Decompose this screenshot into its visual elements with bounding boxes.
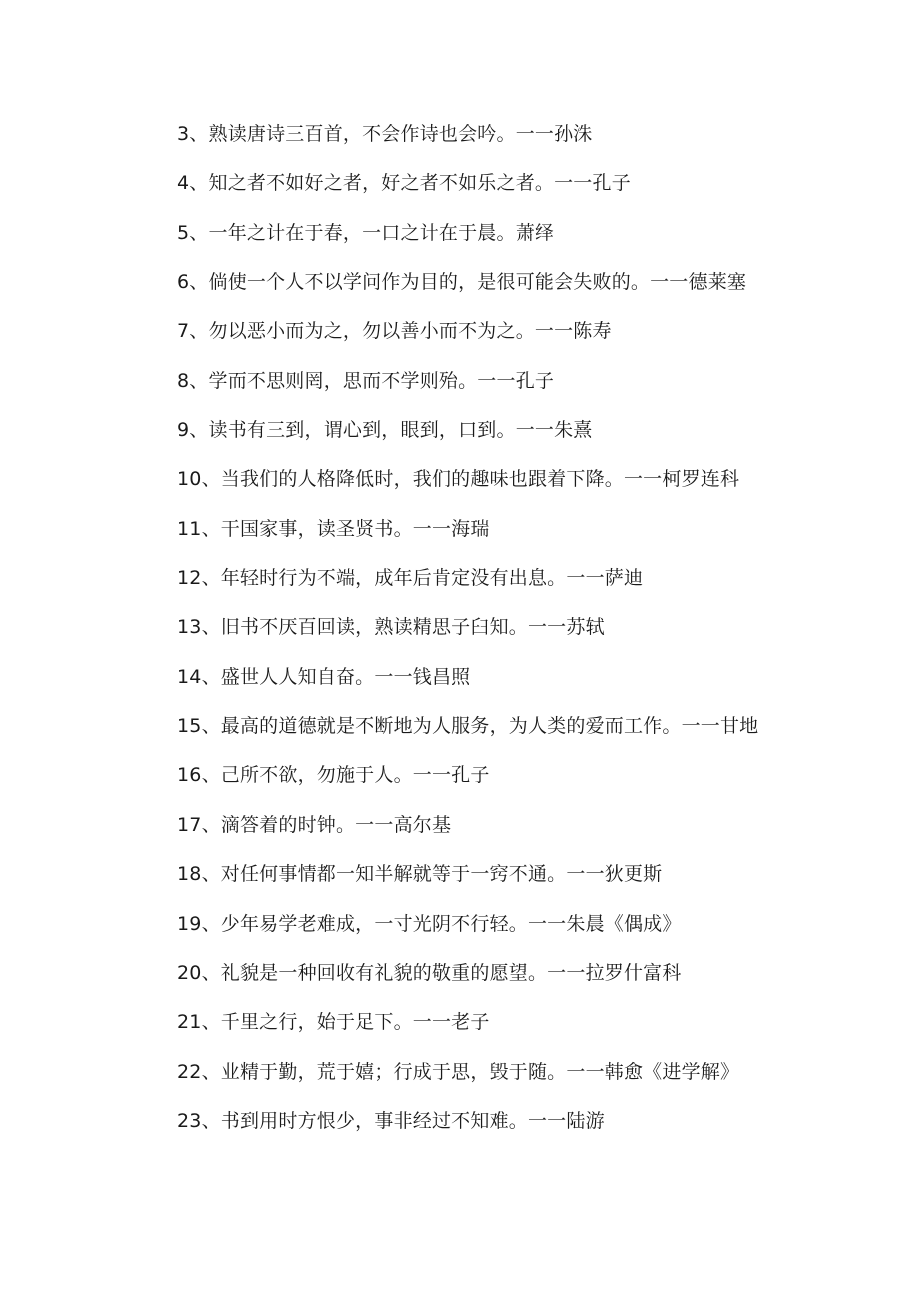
quote-line-12: 12、年轻时行为不端，成年后肯定没有出息。一一萨迪 [177, 567, 644, 590]
quote-list [177, 117, 758, 1153]
quote-line-10: 10、当我们的人格降低时，我们的趣味也跟着下降。一一柯罗连科 [177, 468, 740, 491]
quote-line-19: 19、少年易学老难成，一寸光阴不行轻。一一朱晨《偶成》 [177, 912, 682, 935]
quote-line-14: 14、盛世人人知自奋。一一钱昌照 [177, 665, 471, 688]
quote-line-4: 4、知之者不如好之者，好之者不如乐之者。一一孔子 [177, 172, 631, 195]
quote-line-21: 21、千里之行，始于足下。一一老子 [177, 1011, 490, 1034]
quote-line-6: 6、倘使一个人不以学问作为目的，是很可能会失败的。一一德莱塞 [177, 271, 747, 294]
quote-line-15: 15、最高的道德就是不断地为人服务，为人类的爱而工作。一一甘地 [177, 715, 759, 738]
quote-line-5: 5、一年之计在于春，一口之计在于晨。萧绎 [177, 221, 555, 244]
quote-line-20: 20、礼貌是一种回收有礼貌的敬重的愿望。一一拉罗什富科 [177, 961, 682, 984]
quote-line-8: 8、学而不思则罔，思而不学则殆。一一孔子 [177, 369, 555, 392]
quote-line-23: 23、书到用时方恨少，事非经过不知难。一一陆游 [177, 1109, 605, 1132]
quote-line-22: 22、业精于勤，荒于嬉；行成于思，毁于随。一一韩愈《进学解》 [177, 1060, 740, 1083]
quote-line-7: 7、勿以恶小而为之，勿以善小而不为之。一一陈寿 [177, 320, 612, 343]
quote-line-18: 18、对任何事情都一知半解就等于一窍不通。一一狄更斯 [177, 863, 663, 886]
quote-line-13: 13、旧书不厌百回读，熟读精思子臼知。一一苏轼 [177, 616, 605, 639]
quote-line-11: 11、干国家事，读圣贤书。一一海瑞 [177, 517, 490, 540]
quote-line-9: 9、读书有三到，谓心到，眼到，口到。一一朱熹 [177, 419, 593, 442]
quote-line-3: 3、熟读唐诗三百首，不会作诗也会吟。一一孙洙 [177, 123, 593, 145]
quote-line-17: 17、滴答着的时钟。一一高尔基 [177, 813, 452, 836]
quote-line-16: 16、己所不欲，勿施于人。一一孔子 [177, 764, 490, 787]
